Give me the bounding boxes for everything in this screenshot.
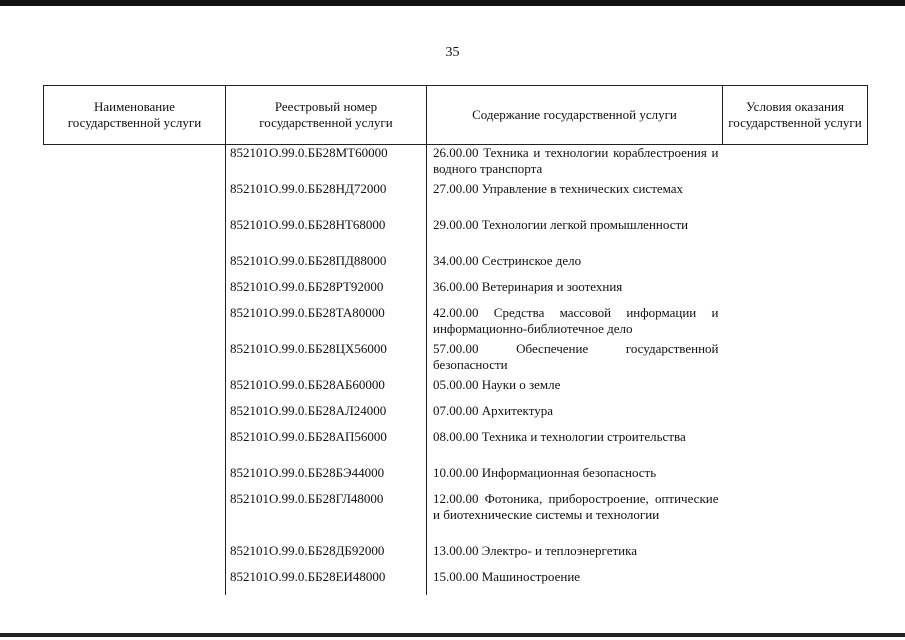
top-border-rule (0, 0, 905, 6)
cell-registry-number: 852101О.99.0.ББ28АБ60000 (226, 377, 427, 403)
cell-service-content: 34.00.00 Сестринское дело (433, 253, 582, 268)
cell-conditions (723, 341, 868, 377)
table-row (44, 305, 868, 341)
bottom-border-rule (0, 633, 905, 637)
cell-service-content: 10.00.00 Информационная безопасность (433, 465, 657, 480)
cell-service-name (44, 217, 226, 253)
cell-service-name (44, 145, 226, 182)
cell-registry-number: 852101О.99.0.ББ28АЛ24000 (226, 403, 427, 429)
cell-registry-number: 852101О.99.0.ББ28РТ92000 (226, 279, 427, 305)
table-row (44, 217, 868, 253)
table-row (44, 377, 868, 403)
cell-conditions (723, 429, 868, 465)
header-service-content: Содержание государственной услуги (427, 86, 723, 145)
table-row (44, 253, 868, 279)
cell-service-name (44, 429, 226, 465)
cell-service-content: 07.00.00 Архитектура (433, 403, 553, 418)
cell-service-name (44, 305, 226, 341)
cell-service-content: 27.00.00 Управление в технических системах (433, 181, 684, 196)
services-table (43, 85, 868, 595)
table-row (44, 429, 868, 465)
table-row (44, 145, 868, 182)
cell-registry-number: 852101О.99.0.ББ28ДБ92000 (226, 543, 427, 569)
table-row (44, 491, 868, 543)
cell-service-name (44, 341, 226, 377)
table-row (44, 341, 868, 377)
cell-registry-number: 852101О.99.0.ББ28ГЛ48000 (226, 491, 427, 543)
cell-service-name (44, 377, 226, 403)
cell-registry-number: 852101О.99.0.ББ28ЦХ56000 (226, 341, 427, 377)
cell-conditions (723, 279, 868, 305)
cell-conditions (723, 377, 868, 403)
cell-service-content: 05.00.00 Науки о земле (433, 377, 561, 392)
cell-service-content: 42.00.00 Средства массовой информации и информационно-библиотечное дело (433, 305, 719, 336)
cell-conditions (723, 465, 868, 491)
table-row (44, 279, 868, 305)
cell-conditions (723, 217, 868, 253)
cell-service-content: 36.00.00 Ветеринария и зоотехния (433, 279, 623, 294)
cell-registry-number: 852101О.99.0.ББ28ЕИ48000 (226, 569, 427, 595)
table-row (44, 543, 868, 569)
table-row (44, 403, 868, 429)
cell-conditions (723, 145, 868, 182)
cell-service-content: 26.00.00 Техника и технологии кораблестроения и водного транспорта (433, 145, 719, 176)
cell-conditions (723, 305, 868, 341)
cell-service-content: 15.00.00 Машиностроение (433, 569, 581, 584)
page-number: 35 (445, 45, 460, 60)
table-row (44, 569, 868, 595)
cell-service-name (44, 253, 226, 279)
header-registry-number: Реестровый номер государственной услуги (226, 86, 427, 145)
cell-registry-number: 852101О.99.0.ББ28БЭ44000 (226, 465, 427, 491)
cell-service-name (44, 491, 226, 543)
cell-service-name (44, 403, 226, 429)
cell-conditions (723, 403, 868, 429)
cell-service-content: 08.00.00 Техника и технологии строительства (433, 429, 686, 444)
table-row (44, 181, 868, 217)
cell-service-name (44, 279, 226, 305)
cell-conditions (723, 181, 868, 217)
cell-service-content: 29.00.00 Технологии легкой промышленности (433, 217, 689, 232)
cell-conditions (723, 569, 868, 595)
header-service-conditions: Условия оказания государственной услуги (723, 86, 868, 145)
table-header-row (44, 86, 868, 145)
cell-service-name (44, 181, 226, 217)
cell-conditions (723, 543, 868, 569)
cell-service-content: 57.00.00 Обеспечение государственной безопасности (433, 341, 719, 372)
cell-registry-number: 852101О.99.0.ББ28ТА80000 (226, 305, 427, 341)
cell-service-content: 12.00.00 Фотоника, приборостроение, оптические и биотехнические системы и технологии (433, 491, 719, 522)
cell-conditions (723, 491, 868, 543)
cell-service-name (44, 543, 226, 569)
cell-service-content: 13.00.00 Электро- и теплоэнергетика (433, 543, 638, 558)
cell-conditions (723, 253, 868, 279)
table-row (44, 465, 868, 491)
cell-registry-number: 852101О.99.0.ББ28МТ60000 (226, 145, 427, 182)
cell-registry-number: 852101О.99.0.ББ28ПД88000 (226, 253, 427, 279)
cell-registry-number: 852101О.99.0.ББ28НД72000 (226, 181, 427, 217)
cell-service-name (44, 465, 226, 491)
cell-service-name (44, 569, 226, 595)
header-service-name: Наименование государственной услуги (44, 86, 226, 145)
cell-registry-number: 852101О.99.0.ББ28НТ68000 (226, 217, 427, 253)
cell-registry-number: 852101О.99.0.ББ28АП56000 (226, 429, 427, 465)
